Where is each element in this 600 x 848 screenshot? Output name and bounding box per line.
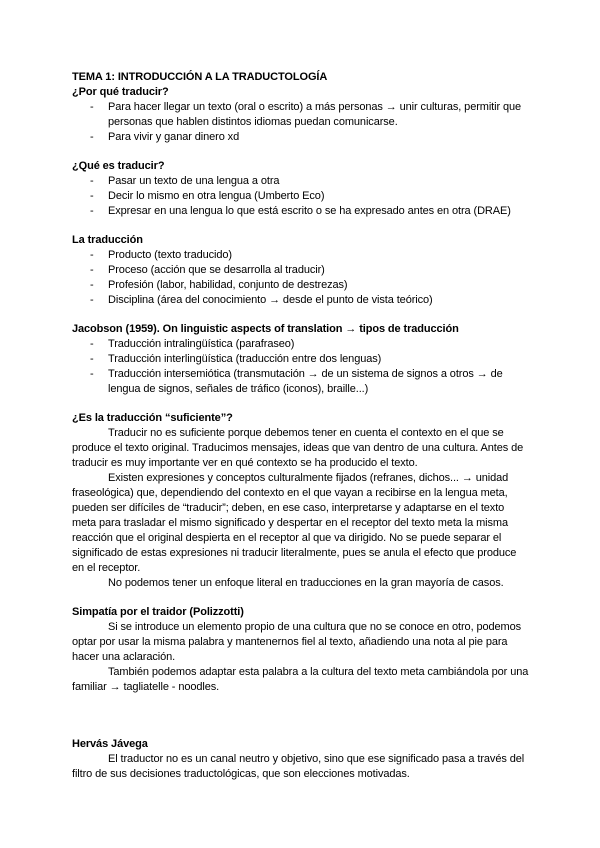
list-item-text: Proceso (acción que se desarrolla al traducir) [108, 264, 325, 276]
list-item [72, 204, 530, 219]
paragraph: El traductor no es un canal neutro y objetivo, sino que ese significado pasa a través del filtro de sus decisiones traductológicas, que son elecciones motivadas. [72, 753, 525, 780]
spacer [72, 219, 530, 233]
list-item-text: Traducción intralingüística (parafraseo) [108, 338, 295, 350]
document-page [72, 70, 530, 782]
list-item [72, 337, 530, 352]
bullet-list [72, 337, 530, 397]
list-item-text: Para vivir y ganar dinero xd [108, 131, 240, 143]
section-heading: ¿Qué es traducir? [72, 160, 165, 172]
list-item-text: Para hacer llegar un texto (oral o escrito) a más personas → unir culturas, permitir que personas que hablen distintos idiomas puedan comunicarse. [108, 101, 522, 128]
bullet-list [72, 174, 530, 219]
list-item-text: Traducción intersemiótica (transmutación → de un sistema de signos a otros → de lengua de signos, señales de tráfico (iconos), braille...) [108, 368, 503, 395]
dash-bullet: - [90, 190, 94, 202]
list-item-text: Expresar en una lengua lo que está escrito o se ha expresado antes en otra (DRAE) [108, 205, 511, 217]
section-que-es-traducir [72, 159, 530, 219]
list-item [72, 263, 530, 278]
paragraph: También podemos adaptar esta palabra a la cultura del texto meta cambiándola por una familiar → tagliatelle - noodles. [72, 666, 529, 693]
dash-bullet: - [90, 368, 94, 380]
section-heading: Hervás Jávega [72, 738, 148, 750]
list-item [72, 367, 530, 397]
section-la-traduccion [72, 233, 530, 308]
section-heading: La traducción [72, 234, 143, 246]
spacer [72, 591, 530, 605]
section-heading: Simpatía por el traidor (Polizzotti) [72, 606, 244, 618]
list-item [72, 248, 530, 263]
list-item-text: Decir lo mismo en otra lengua (Umberto Eco) [108, 190, 325, 202]
list-item [72, 100, 530, 130]
list-item-text: Profesión (labor, habilidad, conjunto de destrezas) [108, 279, 348, 291]
dash-bullet: - [90, 175, 94, 187]
list-item [72, 174, 530, 189]
dash-bullet: - [90, 353, 94, 365]
list-item-text: Pasar un texto de una lengua a otra [108, 175, 280, 187]
section-hervas [72, 737, 530, 782]
section-por-que-traducir [72, 85, 530, 145]
dash-bullet: - [90, 338, 94, 350]
spacer [72, 695, 530, 737]
section-heading: Jacobson (1959). On linguistic aspects of translation → tipos de traducción [72, 323, 459, 335]
dash-bullet: - [90, 205, 94, 217]
section-simpatia [72, 605, 530, 695]
list-item-text: Producto (texto traducido) [108, 249, 232, 261]
spacer [72, 145, 530, 159]
bullet-list [72, 248, 530, 308]
dash-bullet: - [90, 101, 94, 113]
dash-bullet: - [90, 249, 94, 261]
document-title: TEMA 1: INTRODUCCIÓN A LA TRADUCTOLOGÍA [72, 71, 328, 83]
spacer [72, 397, 530, 411]
list-item [72, 293, 530, 308]
paragraph: Si se introduce un elemento propio de una cultura que no se conoce en otro, podemos optar por usar la misma palabra y mantenernos fiel al texto, añadiendo una nota al pie para hacer una aclaración. [72, 621, 522, 663]
section-jacobson [72, 322, 530, 397]
dash-bullet: - [90, 279, 94, 291]
list-item [72, 352, 530, 367]
section-heading: ¿Por qué traducir? [72, 86, 169, 98]
paragraph: Existen expresiones y conceptos culturalmente fijados (refranes, dichos... → unidad fraseológica) que, dependiendo del contexto en el que vayan a recibirse en la lengua meta, pueden ser difíciles de “traducir”; deben, en ese caso, interpretarse y adaptarse en el texto meta para trasladar el mismo significado y despertar en el receptor del texto meta la misma reacción que el original despierta en el receptor al que va dirigido. No se puede separar el significado de estas expresiones ni traducir literalmente, pues se anula el efecto que produce en el receptor. [72, 472, 517, 574]
bullet-list [72, 100, 530, 145]
list-item [72, 130, 530, 145]
list-item-text: Traducción interlingüística (traducción entre dos lenguas) [108, 353, 382, 365]
list-item [72, 189, 530, 204]
section-heading: ¿Es la traducción “suficiente”? [72, 412, 233, 424]
paragraph: Traducir no es suficiente porque debemos tener en cuenta el contexto en el que se produce el texto original. Traducimos mensajes, ideas que van dentro de una cultura. Antes de traducir es muy importante ver en qué contexto se ha producido el texto. [72, 427, 524, 469]
section-suficiente [72, 411, 530, 591]
dash-bullet: - [90, 294, 94, 306]
spacer [72, 308, 530, 322]
paragraph: No podemos tener un enfoque literal en traducciones en la gran mayoría de casos. [108, 577, 504, 589]
list-item-text: Disciplina (área del conocimiento → desde el punto de vista teórico) [108, 294, 433, 306]
dash-bullet: - [90, 264, 94, 276]
list-item [72, 278, 530, 293]
dash-bullet: - [90, 131, 94, 143]
